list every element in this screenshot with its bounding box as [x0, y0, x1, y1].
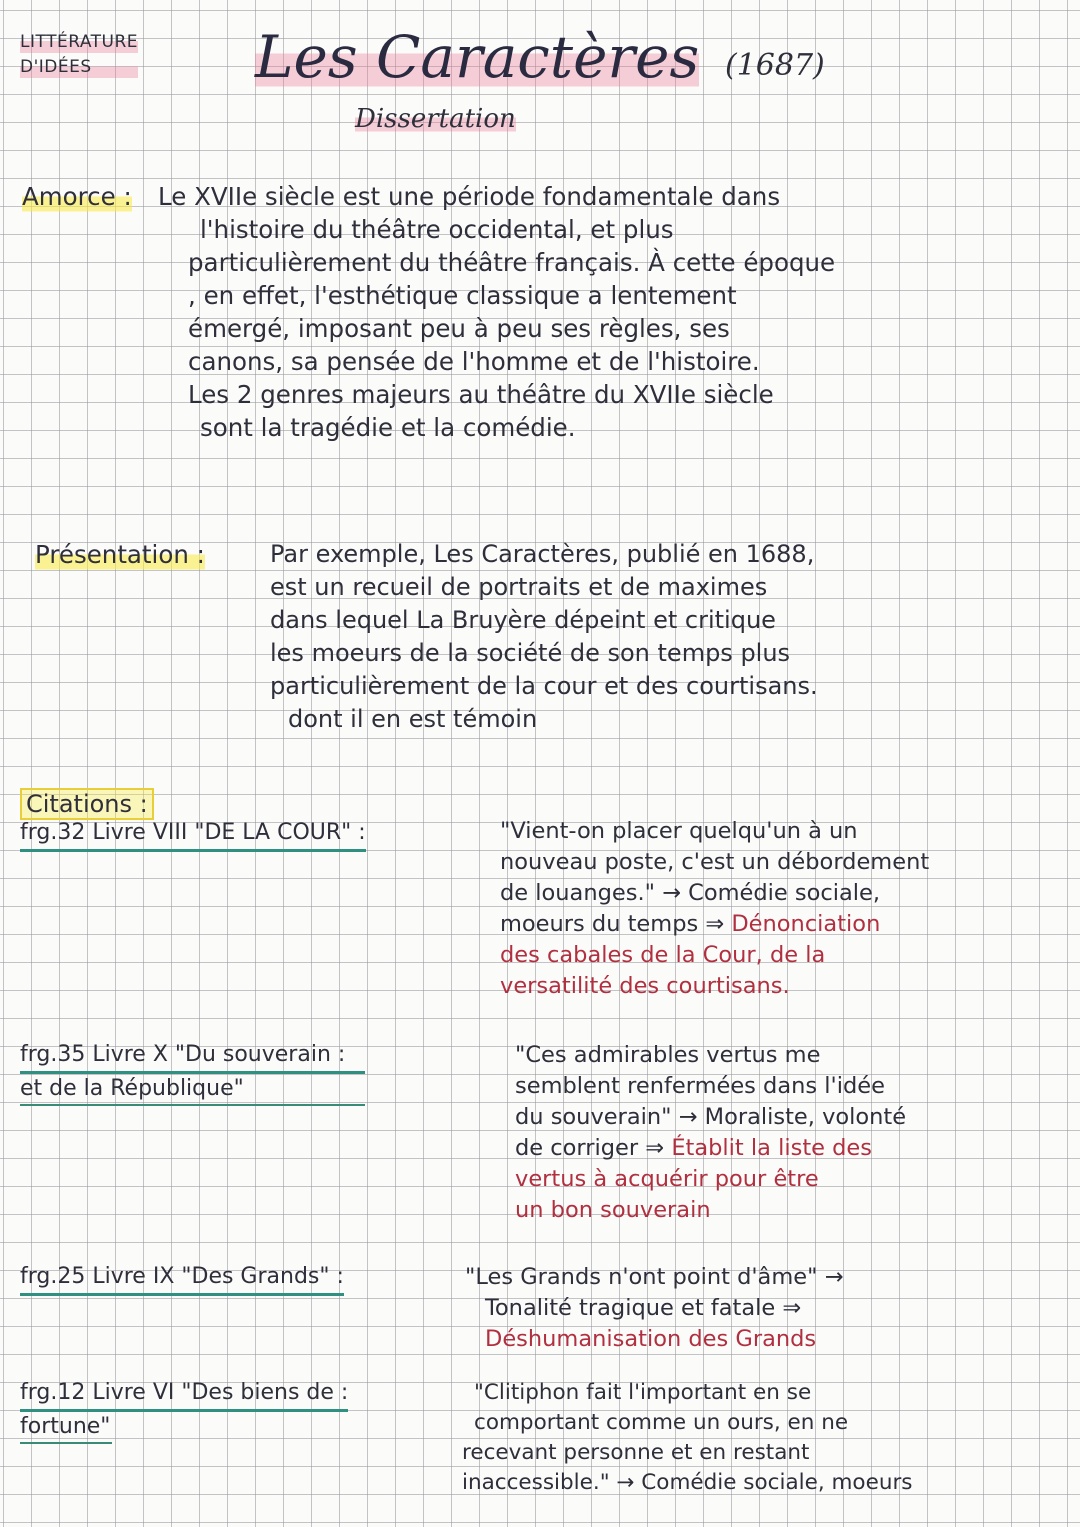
citation-reference-line: frg.12 Livre VI "Des biens de :	[20, 1378, 348, 1412]
citation-quote-line: nouveau poste, c'est un débordement	[500, 849, 930, 875]
amorce-line: Les 2 genres majeurs au théâtre du XVIIe siècle	[188, 380, 774, 409]
presentation-line: Par exemple, Les Caractères, publié en 1688,	[270, 540, 815, 568]
citation-quote	[465, 1262, 843, 1355]
citation-reference-line: et de la République"	[20, 1074, 365, 1106]
citation-quote-line: semblent renfermées dans l'idée	[515, 1073, 885, 1099]
amorce-label: Amorce :	[22, 182, 132, 211]
citation-quote-line: de louanges." → Comédie sociale,	[500, 880, 881, 906]
citation-quote-line: Tonalité tragique et fatale ⇒	[485, 1295, 802, 1321]
title-year: (1687)	[725, 48, 825, 83]
amorce-line: , en effet, l'esthétique classique a lentement	[188, 281, 737, 310]
citation-quote-line: "Clitiphon fait l'important en se	[474, 1380, 812, 1405]
citation-quote-line: inaccessible." → Comédie sociale, moeurs	[462, 1470, 913, 1495]
citation-analysis-line: vertus à acquérir pour être	[515, 1166, 819, 1192]
category-line-1: LITTÉRATURE	[20, 30, 138, 55]
citation-quote-line: "Vient-on placer quelqu'un à un	[500, 818, 858, 844]
citation-reference-line: frg.25 Livre IX "Des Grands" :	[20, 1262, 344, 1296]
presentation-line: est un recueil de portraits et de maximes	[270, 573, 768, 601]
citation-analysis-line: un bon souverain	[515, 1197, 711, 1223]
citation-reference-line: fortune"	[20, 1412, 112, 1444]
citation-quote	[462, 1378, 912, 1498]
page-subtitle: Dissertation	[355, 104, 516, 134]
citation-quote	[500, 816, 929, 1002]
amorce-line: canons, sa pensée de l'homme et de l'histoire.	[188, 347, 760, 376]
presentation-paragraph	[270, 538, 818, 736]
citation-reference	[20, 1262, 344, 1296]
amorce-line: émergé, imposant peu à peu ses règles, ses	[188, 314, 730, 343]
citation-reference	[20, 1378, 348, 1444]
citation-quote-line: moeurs du temps ⇒	[500, 911, 725, 937]
presentation-line: particulièrement de la cour et des courtisans.	[270, 672, 818, 700]
citation-analysis-inline: Dénonciation	[731, 911, 881, 937]
citation-quote-line: recevant personne et en restant	[462, 1440, 810, 1465]
citation-reference	[20, 818, 366, 852]
presentation-label: Présentation :	[35, 540, 205, 569]
amorce-line: Le XVIIe siècle est une période fondamentale dans	[158, 182, 781, 211]
presentation-line: dont il en est témoin	[288, 705, 538, 733]
category-tag	[20, 30, 138, 80]
amorce-line: sont la tragédie et la comédie.	[200, 413, 576, 442]
citation-analysis-line: versatilité des courtisans.	[500, 973, 790, 999]
citation-analysis-line: des cabales de la Cour, de la	[500, 942, 826, 968]
citation-quote-line: de corriger ⇒	[515, 1135, 665, 1161]
citation-reference	[20, 1040, 365, 1106]
citation-reference-line: frg.32 Livre VIII "DE LA COUR" :	[20, 818, 366, 852]
citation-quote-line: "Ces admirables vertus me	[515, 1042, 821, 1068]
citation-quote	[515, 1040, 906, 1226]
presentation-line: les moeurs de la société de son temps plus	[270, 639, 791, 667]
citation-reference-line: frg.35 Livre X "Du souverain :	[20, 1040, 365, 1074]
amorce-line: l'histoire du théâtre occidental, et plus	[200, 215, 674, 244]
amorce-paragraph	[158, 180, 835, 444]
presentation-line: dans lequel La Bruyère dépeint et critique	[270, 606, 776, 634]
citation-quote-line: comportant comme un ours, en ne	[474, 1410, 849, 1435]
citation-quote-line: "Les Grands n'ont point d'âme" →	[465, 1264, 844, 1290]
amorce-line: particulièrement du théâtre français. À cette époque	[188, 248, 836, 277]
citation-quote-line: du souverain" → Moraliste, volonté	[515, 1104, 907, 1130]
citation-analysis-inline: Établit la liste des	[671, 1135, 872, 1161]
citation-analysis-line: Déshumanisation des Grands	[485, 1326, 817, 1352]
category-line-2: D'IDÉES	[20, 55, 138, 80]
citations-label: Citations :	[20, 788, 154, 820]
page-title: Les Caractères	[255, 23, 700, 91]
